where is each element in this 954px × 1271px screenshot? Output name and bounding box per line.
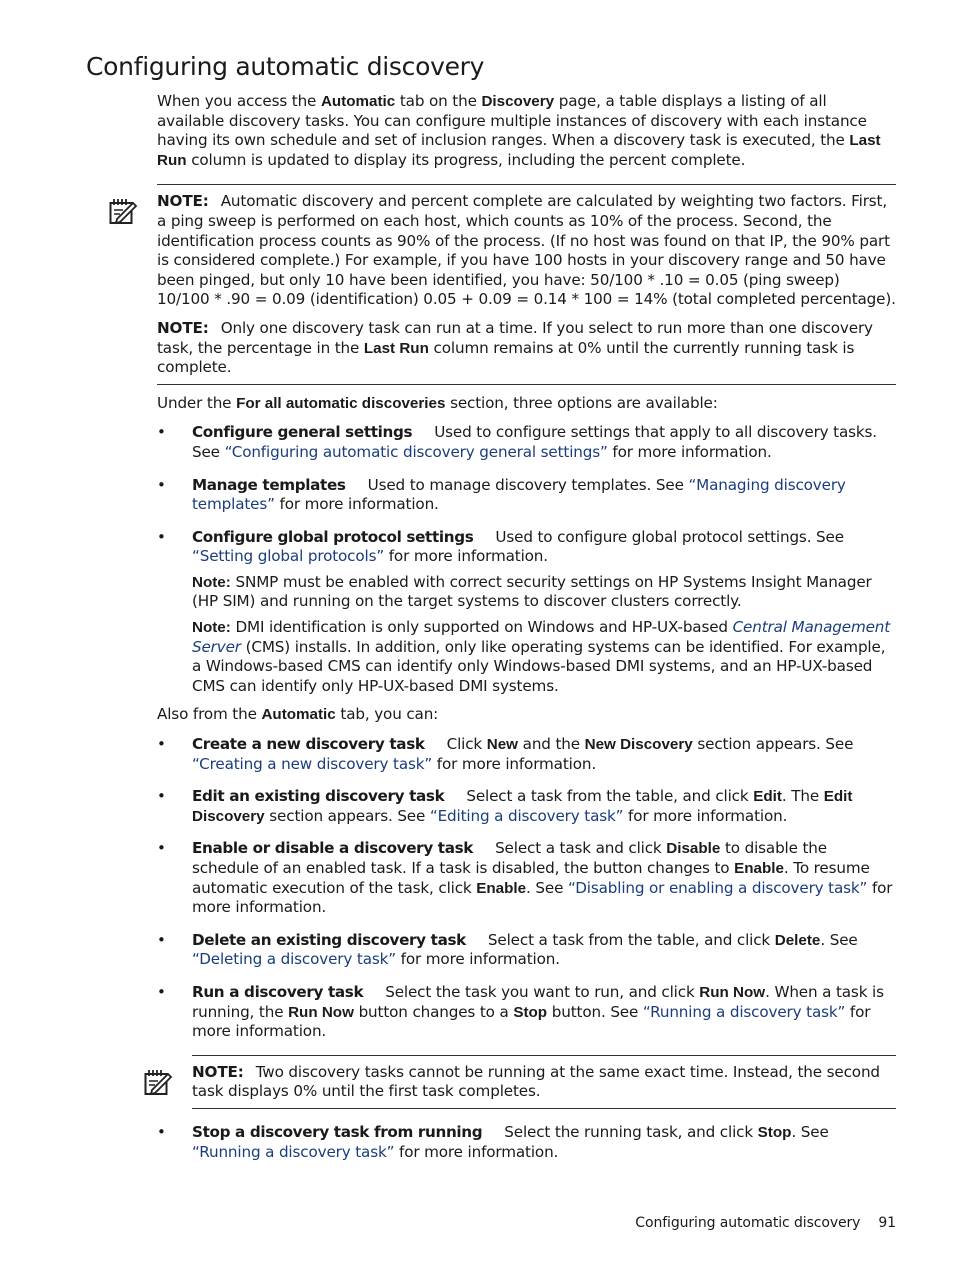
xref-link[interactable]: “Running a discovery task” <box>192 1142 395 1161</box>
list-item: • Manage templates Used to manage discovery templates. See “Managing discovery templates” for more information. <box>157 475 846 514</box>
note-percent-text: NOTE: Automatic discovery and percent complete are calculated by weighting two factors. First, a ping sweep is performed on each host, which counts as 10% of the process. Second, the identification process counts as 90% of the process. (If no host was found on that IP, the 90% part is considered complete.) For example, if you have 100 hosts in your discovery range and 50 have been pinged, but only 10 have been identified, you have: 50/100 * .10 = 0.05 (ping sweep) 10/100 * .90 = 0.09 (identification) 0.05 + 0.09 = 0.14 * 100 = 14% (total completed percentage). <box>157 192 896 309</box>
xref-link[interactable]: “Deleting a discovery task” <box>192 950 396 969</box>
list-item: • Create a new discovery task Click New and the New Discovery section appears. See “Creating a new discovery task” for more information. <box>157 735 854 773</box>
xref-link[interactable]: “Disabling or enabling a discovery task” <box>567 878 868 897</box>
bullet-dot: • <box>157 839 166 858</box>
stop-list <box>157 1123 896 1162</box>
xref-link[interactable]: “Managing discovery templates” <box>192 475 846 514</box>
bullet-dot: • <box>157 423 166 442</box>
page-title: Configuring automatic discovery <box>86 52 485 81</box>
bullet-dot: • <box>157 787 166 806</box>
xref-link[interactable]: “Configuring automatic discovery general settings” <box>224 442 608 461</box>
actions-intro: Also from the Automatic tab, you can: <box>157 705 439 724</box>
body-column <box>157 92 896 1162</box>
list-item: • Stop a discovery task from running Select the running task, and click Stop. See “Running a discovery task” for more information. <box>157 1122 829 1161</box>
page-number: 91 <box>878 1215 896 1231</box>
list-item: • Delete an existing discovery task Select a task from the table, and click Delete. See “Deleting a discovery task” for more information. <box>157 930 858 969</box>
cms-link[interactable]: Central Management Server <box>192 618 891 656</box>
list-item: • Enable or disable a discovery task Select a task and click Disable to disable the schedule of an enabled task. If a task is disabled, the button changes to Enable. To resume automatic execution of the task, click Enable. See “Disabling or enabling a discovery task” for more information. <box>157 839 893 917</box>
list-item: • Edit an existing discovery task Select a task from the table, and click Edit. The Edit Discovery section appears. See “Editing a discovery task” for more information. <box>157 787 853 825</box>
bullet-dot: • <box>157 930 166 949</box>
intro-paragraph: When you access the Automatic tab on the Discovery page, a table displays a listing of all available discovery tasks. You can configure multiple instances of discovery with each instance having its own schedule and set of inclusion ranges. When a discovery task is executed, the Last Run column is updated to display its progress, including the percent complete. <box>157 92 881 169</box>
note-pencil-icon <box>108 196 138 226</box>
bullet-dot: • <box>157 1122 166 1141</box>
list-item: • Configure global protocol settings Used to configure global protocol settings. See “Setting global protocols” for more information. Note: SNMP must be enabled with correct security settings on HP Systems Insight Manager (HP SIM) and running on the target systems to discover clusters correctly. Note: DMI identification is only supported on Windows and HP-UX-based Central Management Server (CMS) installs. In addition, only like operating systems can be identified. For example, a Windows-based CMS can identify only Windows-based DMI systems, and an HP-UX-based CMS can identify only HP-UX-based DMI systems. <box>157 528 896 697</box>
dmi-note: Note: DMI identification is only supported on Windows and HP-UX-based Central Management Server (CMS) installs. In addition, only like operating systems can be identified. For example, a Windows-based CMS can identify only Windows-based DMI systems, and an HP-UX-based CMS can identify only HP-UX-based DMI systems. <box>192 618 891 695</box>
xref-link[interactable]: “Setting global protocols” <box>192 547 385 566</box>
xref-link[interactable]: “Creating a new discovery task” <box>192 754 433 773</box>
footer-section-title: Configuring automatic discovery <box>635 1215 861 1231</box>
note-concurrent-text: NOTE: Two discovery tasks cannot be running at the same exact time. Instead, the second task displays 0% until the first task completes. <box>192 1062 880 1101</box>
note-pencil-icon <box>143 1067 173 1097</box>
note-box-percent <box>157 184 896 384</box>
list-item: • Run a discovery task Select the task you want to run, and click Run Now. When a task is running, the Run Now button changes to a Stop button. See “Running a discovery task” for more information. <box>157 982 884 1041</box>
bullet-dot: • <box>157 527 166 546</box>
xref-link[interactable]: “Editing a discovery task” <box>429 806 624 825</box>
bullet-dot: • <box>157 735 166 754</box>
page-footer <box>635 1215 896 1231</box>
options-intro: Under the For all automatic discoveries section, three options are available: <box>157 393 718 412</box>
bullet-dot: • <box>157 982 166 1001</box>
actions-list <box>157 735 896 1042</box>
list-item: • Configure general settings Used to configure settings that apply to all discovery tasks. See “Configuring automatic discovery general settings” for more information. <box>157 423 877 461</box>
note-box-concurrent <box>192 1055 896 1109</box>
bullet-dot: • <box>157 475 166 494</box>
xref-link[interactable]: “Running a discovery task” <box>642 1002 846 1021</box>
snmp-note: Note: SNMP must be enabled with correct security settings on HP Systems Insight Manager (HP SIM) and running on the target systems to discover clusters correctly. <box>192 572 872 611</box>
note-one-task-text: NOTE: Only one discovery task can run at a time. If you select to run more than one discovery task, the percentage in the Last Run column remains at 0% until the currently running task is complete. <box>157 318 873 377</box>
options-list <box>157 423 896 696</box>
